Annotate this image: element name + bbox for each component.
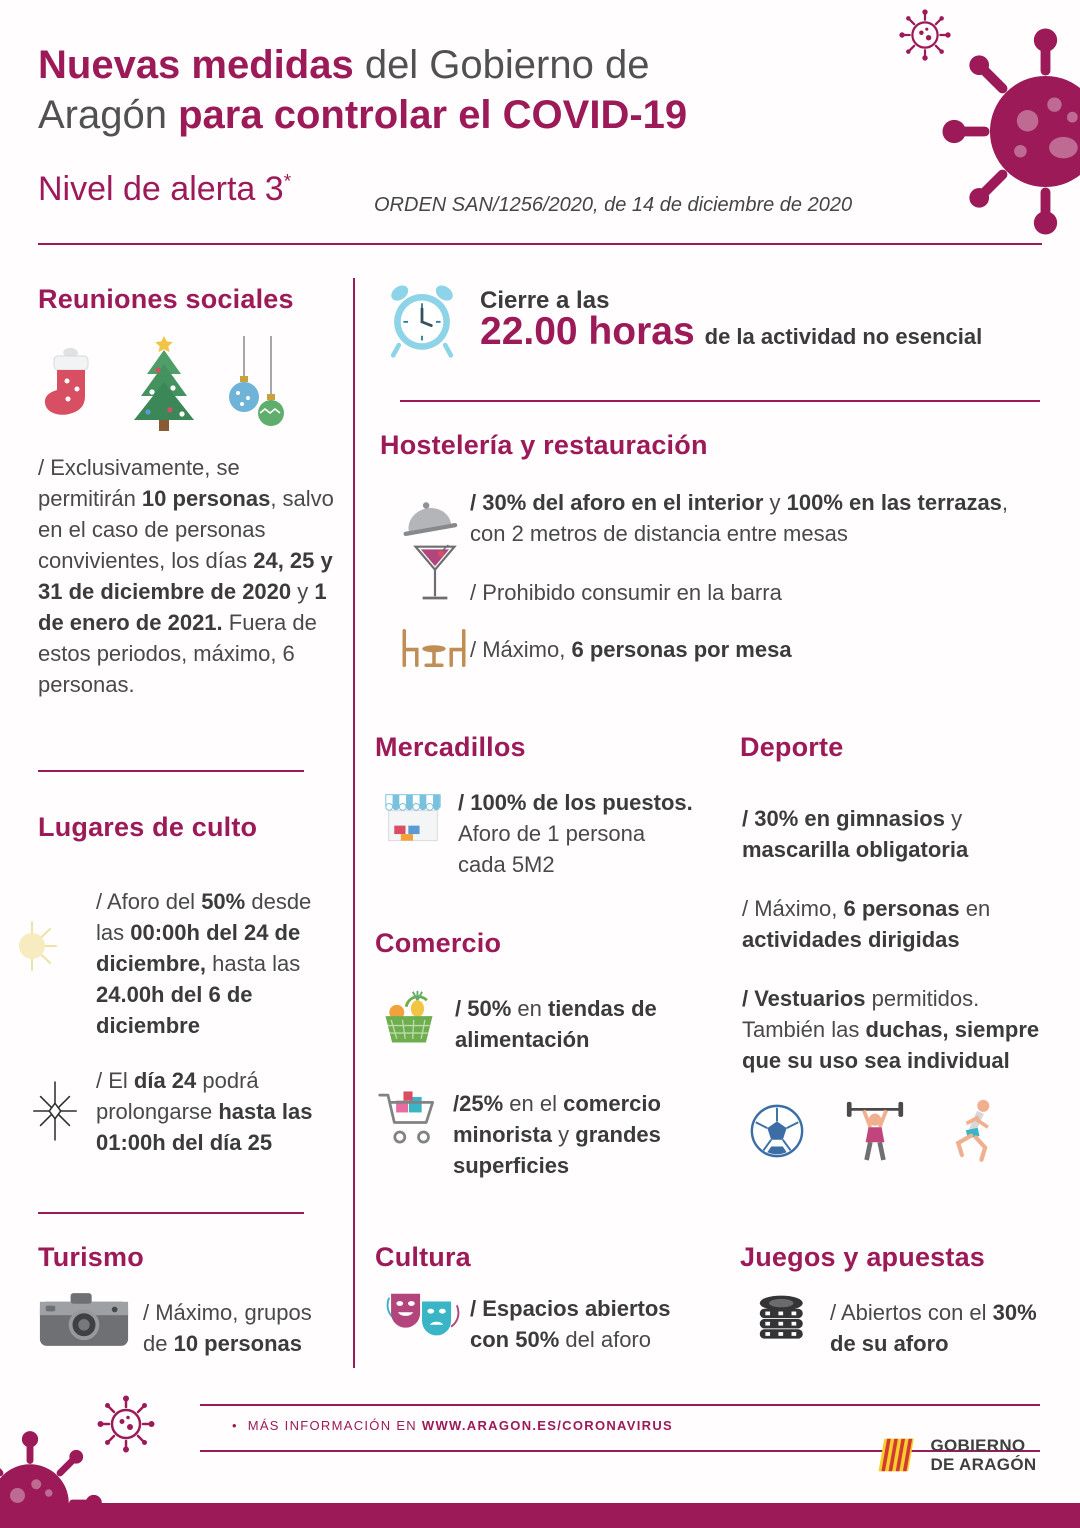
page-title-line1: Nuevas medidas del Gobierno de — [38, 43, 650, 87]
mercadillos-item: / 100% de los puestos. Aforo de 1 persona cada 5M2 — [458, 790, 693, 877]
order-reference: ORDEN SAN/1256/2020, de 14 de diciembre de 2020 — [374, 194, 853, 216]
bottom-bar — [0, 1503, 1080, 1528]
deporte-item-1: / 30% en gimnasios y mascarilla obligatoria — [742, 806, 969, 862]
culto-item-2: / El día 24 podrá prolongarse hasta las 01:00h del día 25 — [96, 1068, 313, 1155]
aragon-flag-icon — [876, 1436, 918, 1474]
star-icon — [28, 1080, 82, 1142]
deporte-item-2: / Máximo, 6 personas en actividades dirigidas — [742, 896, 991, 952]
footer-info-text: MÁS INFORMACIÓN EN WWW.ARAGON.ES/CORONAVIRUS — [247, 1418, 673, 1433]
camera-icon — [38, 1288, 130, 1352]
food-basket-icon — [378, 988, 440, 1050]
weightlifting-icon — [845, 1096, 905, 1164]
closure-line — [480, 310, 1040, 354]
hosteleria-item-1: / 30% del aforo en el interior y 100% en las terrazas, con 2 metros de distancia entre mesas — [470, 490, 1009, 546]
aragon-logo-line2: DE ARAGÓN — [930, 1455, 1037, 1474]
closure-divider — [400, 400, 1040, 402]
alert-level: Nivel de alerta 3* — [38, 170, 292, 208]
virus-outline-footer-icon — [96, 1394, 156, 1454]
christmas-tree-icon — [118, 334, 210, 436]
juegos-heading: Juegos y apuestas — [740, 1242, 986, 1272]
shopping-cart-icon — [376, 1086, 440, 1148]
hosteleria-item-2: / Prohibido consumir en la barra — [470, 580, 782, 605]
header-divider — [38, 243, 1042, 245]
footer-bullet: • — [232, 1418, 238, 1433]
footer-divider-top — [200, 1404, 1040, 1406]
hosteleria-item-3: / Máximo, 6 personas por mesa — [470, 637, 792, 662]
aragon-logo-text — [930, 1436, 1036, 1474]
theater-masks-icon — [383, 1288, 463, 1348]
closure-suffix: de la actividad no esencial — [704, 324, 983, 349]
alert-asterisk: * — [283, 171, 292, 193]
comercio-item-2: /25% en el comercio minorista y grandes superficies — [453, 1091, 661, 1178]
virus-large-icon — [938, 24, 1080, 239]
culto-item-1: / Aforo del 50% desde las 00:00h del 24 de diciembre, hasta las 24.00h del 6 de diciembre — [96, 889, 312, 1038]
comercio-item-1: / 50% en tiendas de alimentación — [455, 996, 657, 1052]
alarm-clock-icon — [383, 281, 461, 359]
cocktail-icon — [412, 542, 458, 608]
turismo-item: / Máximo, grupos de 10 personas — [143, 1300, 312, 1356]
reuniones-body: / Exclusivamente, se permitirán 10 personas, salvo en el caso de personas convivientes, los días 24, 25 y 31 de diciembre de 2020 y 1 de enero de 2021. Fuera de estos periodos, máximo, 6 personas. — [38, 455, 334, 697]
christmas-stocking-icon — [40, 344, 102, 436]
table-chairs-icon — [398, 626, 470, 670]
sun-icon — [6, 916, 94, 974]
page-title — [38, 40, 868, 140]
ornaments-icon — [222, 336, 288, 432]
cultura-item: / Espacios abiertos con 50% del aforo — [470, 1296, 671, 1352]
aragon-logo-line1: GOBIERNO — [930, 1436, 1026, 1455]
page-title-line2: Aragón para controlar el COVID-19 — [38, 93, 688, 137]
cultura-heading: Cultura — [375, 1242, 471, 1272]
juegos-item: / Abiertos con el 30% de su aforo — [830, 1300, 1037, 1356]
cloche-icon — [396, 492, 462, 540]
footer-info — [232, 1418, 673, 1433]
market-stall-icon — [383, 790, 443, 850]
deporte-heading: Deporte — [740, 732, 844, 762]
aragon-logo — [876, 1436, 1036, 1474]
deporte-item-3: / Vestuarios permitidos. También las duchas, siempre que su uso sea individual — [742, 986, 1040, 1073]
comercio-heading: Comercio — [375, 928, 502, 958]
hosteleria-heading: Hostelería y restauración — [380, 430, 708, 460]
left-divider-2 — [38, 1212, 304, 1214]
vertical-divider — [353, 278, 355, 1368]
turismo-heading: Turismo — [38, 1242, 144, 1272]
mercadillos-heading: Mercadillos — [375, 732, 526, 762]
closure-lead: Cierre a las — [480, 287, 610, 314]
reuniones-heading: Reuniones sociales — [38, 284, 294, 314]
left-divider-1 — [38, 770, 304, 772]
soccer-ball-icon — [748, 1102, 806, 1160]
culto-heading: Lugares de culto — [38, 812, 258, 842]
running-icon — [948, 1096, 1000, 1164]
closure-time: 22.00 horas — [480, 310, 695, 353]
poker-chips-icon — [752, 1290, 818, 1348]
